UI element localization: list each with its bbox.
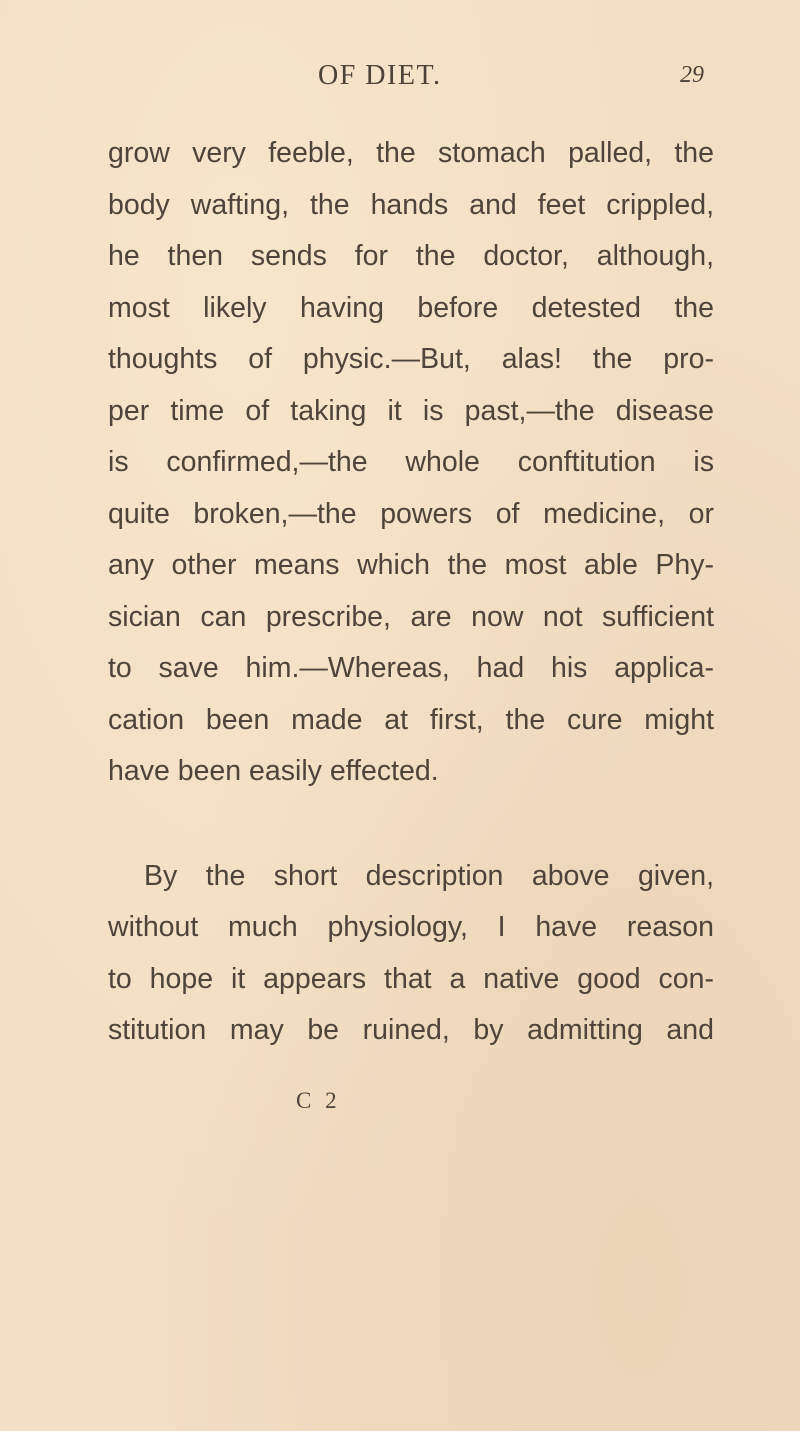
text-line: to hope it appears that a native good con- — [108, 962, 714, 995]
page-header — [0, 60, 800, 100]
paragraph-1 — [108, 128, 714, 798]
body-text — [108, 128, 714, 1057]
text-line: body wafting, the hands and feet crippled, — [108, 188, 714, 221]
signature-mark: C 2 — [296, 1088, 341, 1113]
text-line: without much physiology, I have reason — [108, 911, 714, 943]
text-line: is confirmed,—the whole conftitution is — [108, 446, 714, 478]
text-line: thoughts of physic.—But, alas! the pro- — [108, 343, 714, 375]
paragraph-2 — [108, 851, 714, 1057]
page-number: 29 — [680, 62, 704, 88]
text-line: he then sends for the doctor, although, — [108, 240, 714, 272]
text-line: quite broken,—the powers of medicine, or — [108, 497, 714, 530]
text-line: sician can prescribe, are now not sufficient — [108, 600, 714, 633]
text-line: grow very feeble, the stomach palled, the — [108, 137, 714, 169]
text-line: per time of taking it is past,—the disease — [108, 394, 714, 427]
text-line: most likely having before detested the — [108, 291, 714, 324]
text-line: have been easily effected. — [108, 755, 439, 787]
text-line: By the short description above given, — [144, 859, 714, 892]
paragraph-gap — [108, 798, 714, 851]
running-head: OF DIET. — [318, 60, 442, 91]
text-line: stitution may be ruined, by admitting and — [108, 1014, 714, 1046]
text-line: to save him.—Whereas, had his applica- — [108, 652, 714, 684]
text-line: any other means which the most able Phy- — [108, 549, 714, 581]
text-line: cation been made at first, the cure might — [108, 703, 714, 736]
